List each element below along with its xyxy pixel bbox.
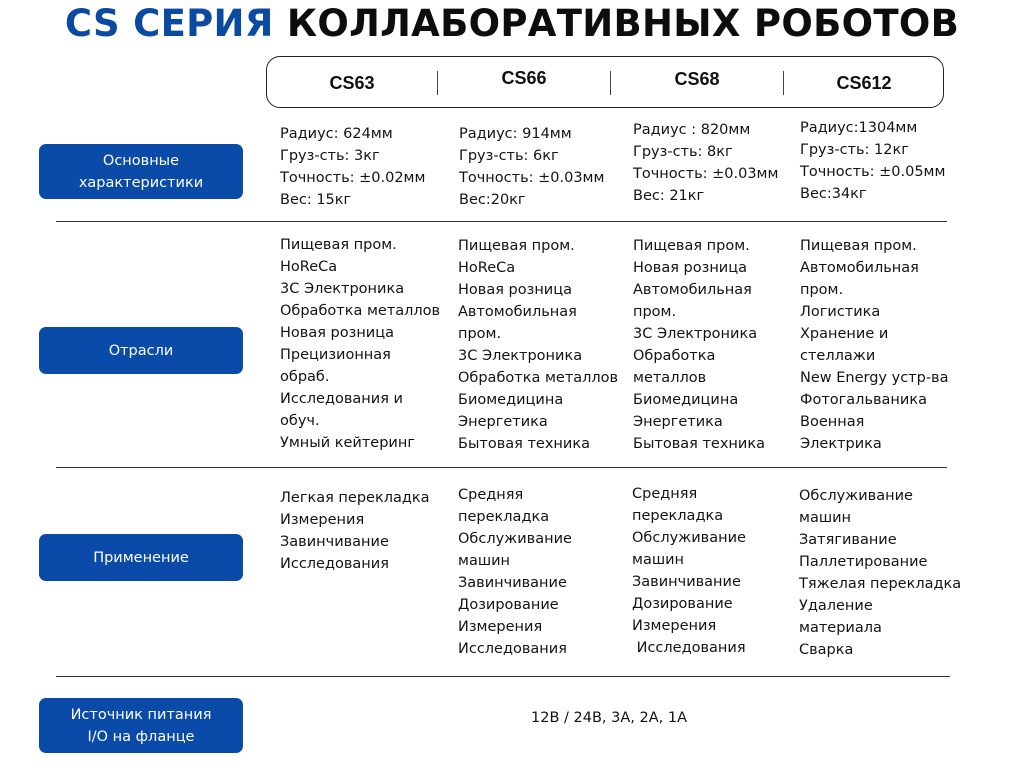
title-accent: CS СЕРИЯ (64, 2, 274, 45)
spec-line: Груз-сть: 6кг (459, 148, 559, 164)
spec-line: Вес:34кг (800, 186, 867, 202)
row-divider (56, 467, 947, 468)
industry-line: Новая розница (633, 260, 747, 276)
model-header (266, 56, 944, 108)
industry-line: Электрика (800, 436, 882, 452)
application-line: машин (632, 552, 684, 568)
industry-line: HoReCa (280, 259, 338, 275)
application-line: Средняя (632, 486, 698, 502)
category-label: Отрасли (108, 342, 174, 359)
industry-line: пром. (633, 304, 677, 320)
industry-line: HoReCa (458, 260, 516, 276)
industry-line: Новая розница (280, 325, 394, 341)
category-label: I/O на фланце (87, 728, 195, 745)
industry-line: Обработка (633, 348, 716, 364)
specs-cs66 (459, 123, 604, 211)
spec-line: Точность: ±0.05мм (800, 164, 946, 180)
industry-line: Умный кейтеринг (280, 435, 415, 451)
application-line: Дозирование (458, 597, 559, 613)
spec-line: Радиус: 914мм (459, 126, 572, 142)
page-title (0, 2, 1024, 46)
application-line: Измерения (280, 512, 365, 528)
industry-line: Пищевая пром. (280, 237, 397, 253)
industry-line: Энергетика (633, 414, 723, 430)
industries-cs63 (280, 234, 440, 454)
applications-cs612 (799, 485, 961, 661)
application-line: Легкая перекладка (280, 490, 430, 506)
applications-cs66 (458, 484, 572, 660)
industry-line: 3С Электроника (458, 348, 583, 364)
industry-line: Прецизионная (280, 347, 391, 363)
industry-line: пром. (458, 326, 502, 342)
industry-line: Военная (800, 414, 865, 430)
spec-line: Точность: ±0.03мм (459, 170, 605, 186)
application-line: Исследования (632, 640, 746, 656)
industry-line: обуч. (280, 413, 320, 429)
spec-line: Точность: ±0.03мм (633, 166, 779, 182)
application-line: материала (799, 620, 882, 636)
application-line: перекладка (458, 509, 550, 525)
industry-line: обраб. (280, 369, 330, 385)
industry-line: Обработка металлов (458, 370, 619, 386)
industry-line: Бытовая техника (458, 436, 590, 452)
industry-line: Энергетика (458, 414, 548, 430)
spec-line: Груз-сть: 3кг (280, 148, 380, 164)
industry-line: 3С Электроника (280, 281, 405, 297)
application-line: Завинчивание (458, 575, 567, 591)
industry-line: Фотогальваника (800, 392, 927, 408)
spec-line: Вес:20кг (459, 192, 526, 208)
industry-line: New Energy устр-ва (800, 370, 949, 386)
spec-line: Радиус : 820мм (633, 122, 751, 138)
industry-line: Автомобильная (633, 282, 752, 298)
industry-line: Хранение и (800, 326, 889, 342)
industry-line: Исследования и (280, 391, 403, 407)
industry-line: Автомобильная (458, 304, 577, 320)
industry-line: Обработка металлов (280, 303, 441, 319)
row-divider (56, 221, 947, 222)
application-line: Исследования (280, 556, 389, 572)
spec-line: Вес: 15кг (280, 192, 352, 208)
specs-cs68 (633, 119, 778, 207)
application-line: Обслуживание (799, 488, 913, 504)
spec-line: Радиус:1304мм (800, 120, 918, 136)
application-line: Сварка (799, 642, 854, 658)
applications-cs63 (280, 487, 430, 575)
application-line: машин (799, 510, 851, 526)
industry-line: Пищевая пром. (458, 238, 575, 254)
spec-line: Вес: 21кг (633, 188, 705, 204)
application-line: Затягивание (799, 532, 897, 548)
category-label: Применение (93, 549, 189, 566)
application-line: перекладка (632, 508, 724, 524)
industry-line: стеллажи (800, 348, 876, 364)
application-line: машин (458, 553, 510, 569)
spec-line: Радиус: 624мм (280, 126, 393, 142)
industry-line: металлов (633, 370, 707, 386)
model-cs66: CS66 (501, 68, 547, 88)
row-divider (56, 676, 950, 677)
industry-line: Биомедицина (458, 392, 564, 408)
industries-cs612 (800, 235, 948, 455)
model-cs612: CS612 (836, 73, 892, 93)
model-cs63: CS63 (329, 73, 375, 93)
industry-line: Бытовая техника (633, 436, 765, 452)
industry-line: Логистика (800, 304, 881, 320)
application-line: Завинчивание (280, 534, 389, 550)
spec-line: Точность: ±0.02мм (280, 170, 426, 186)
industry-line: Биомедицина (633, 392, 739, 408)
application-line: Тяжелая перекладка (799, 576, 962, 592)
application-line: Исследования (458, 641, 567, 657)
industries-cs68 (633, 235, 765, 455)
applications-cs68 (632, 483, 746, 659)
industry-line: 3С Электроника (633, 326, 758, 342)
application-line: Удаление (799, 598, 873, 614)
industry-line: Пищевая пром. (800, 238, 917, 254)
industries-cs66 (458, 235, 618, 455)
category-label: Источник питания (70, 706, 212, 723)
category-label: характеристики (78, 174, 204, 191)
application-line: Обслуживание (632, 530, 746, 546)
industry-line: пром. (800, 282, 844, 298)
model-cs68: CS68 (674, 69, 720, 89)
application-line: Средняя (458, 487, 524, 503)
industry-line: Автомобильная (800, 260, 919, 276)
specs-cs63 (280, 123, 425, 211)
category-applications (39, 534, 243, 581)
application-line: Измерения (632, 618, 717, 634)
spec-line: Груз-сть: 8кг (633, 144, 733, 160)
spec-line: Груз-сть: 12кг (800, 142, 909, 158)
power-io-value: 12В / 24В, 3А, 2А, 1А (531, 710, 687, 726)
industry-line: Новая розница (458, 282, 572, 298)
category-industries (39, 327, 243, 374)
title-rest: КОЛЛАБОРАТИВНЫХ РОБОТОВ (286, 2, 960, 45)
application-line: Дозирование (632, 596, 733, 612)
industry-line: Пищевая пром. (633, 238, 750, 254)
specs-cs612 (800, 117, 945, 205)
category-specs (39, 144, 243, 199)
category-label: Основные (102, 152, 180, 169)
application-line: Измерения (458, 619, 543, 635)
application-line: Паллетирование (799, 554, 928, 570)
application-line: Обслуживание (458, 531, 572, 547)
application-line: Завинчивание (632, 574, 741, 590)
